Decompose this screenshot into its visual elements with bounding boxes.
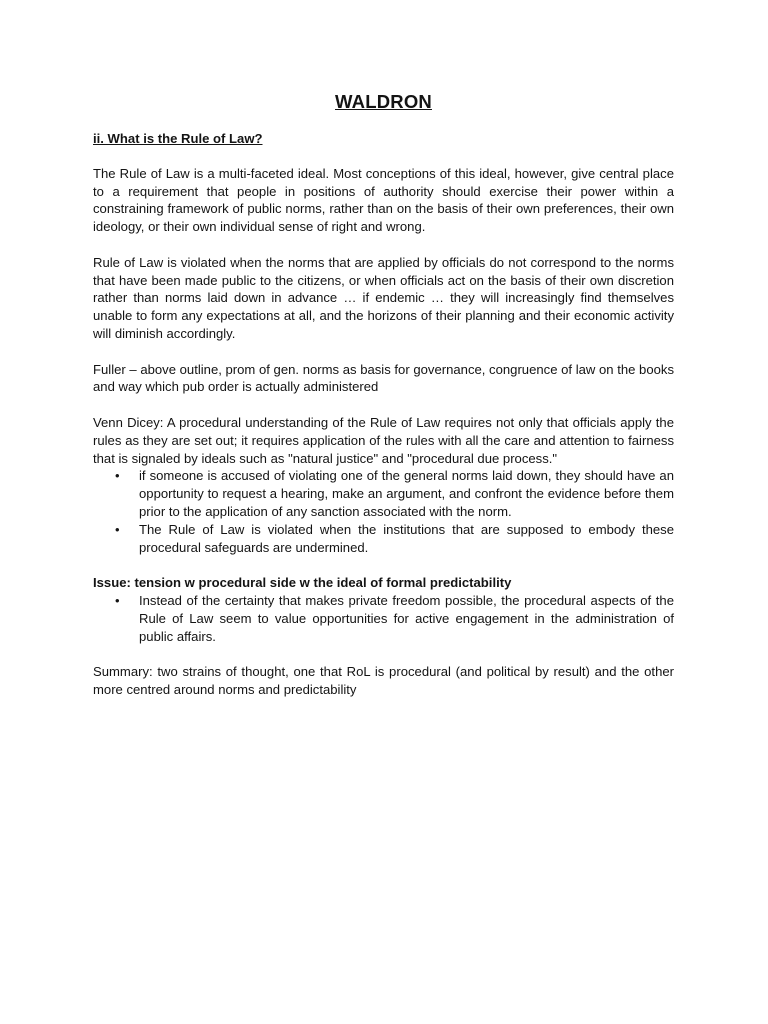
list-item — [93, 467, 674, 520]
document-title: WALDRON — [335, 91, 432, 112]
list-item-text: Instead of the certainty that makes private freedom possible, the procedural aspects of the Rule of Law seem to value opportunities for active engagement in the administration of public affairs. — [139, 592, 674, 644]
dicey-bullet-list — [93, 467, 674, 556]
paragraph-fuller: Fuller – above outline, prom of gen. norms as basis for governance, congruence of law on the books and way which pub order is actually administered — [93, 361, 674, 395]
paragraph-definition: The Rule of Law is a multi-faceted ideal. Most conceptions of this ideal, however, give central place to a requirement that people in positions of authority should exercise their power within a constraining framework of public norms, rather than on the basis of their own preferences, their own ideology, or their own individual sense of right and wrong. — [93, 165, 674, 235]
list-item — [93, 521, 674, 557]
list-item-text: The Rule of Law is violated when the institutions that are supposed to embody these procedural safeguards are undermined. — [139, 521, 674, 555]
issue-heading: Issue: tension w procedural side w the ideal of formal predictability — [93, 575, 512, 591]
bullet-icon: • — [115, 592, 120, 608]
paragraph-violation: Rule of Law is violated when the norms that are applied by officials do not correspond to the norms that have been made public to the citizens, or when officials act on the basis of their own discretion rather than norms laid down in advance … if endemic … they will increasingly find themselves unable to form any expectations at all, and the horizons of their planning and their economic activity will diminish accordingly. — [93, 254, 674, 341]
document-body — [93, 90, 674, 717]
section-heading: ii. What is the Rule of Law? — [93, 131, 263, 146]
bullet-icon: • — [115, 468, 120, 484]
paragraph-dicey: Venn Dicey: A procedural understanding of the Rule of Law requires not only that officials apply the rules as they are set out; it requires application of the rules with all the care and attention to fairness that is signaled by ideals such as "natural justice" and "procedural due process." — [93, 414, 674, 466]
paragraph-summary: Summary: two strains of thought, one that RoL is procedural (and political by result) and the other more centred around norms and predictability — [93, 664, 674, 697]
issue-bullet-list — [93, 592, 674, 645]
bullet-icon: • — [115, 521, 120, 537]
list-item — [93, 592, 674, 645]
list-item-text: if someone is accused of violating one of the general norms laid down, they should have an opportunity to request a hearing, make an argument, and confront the evidence before them prior to the application of any sanction associated with the norm. — [139, 468, 674, 519]
